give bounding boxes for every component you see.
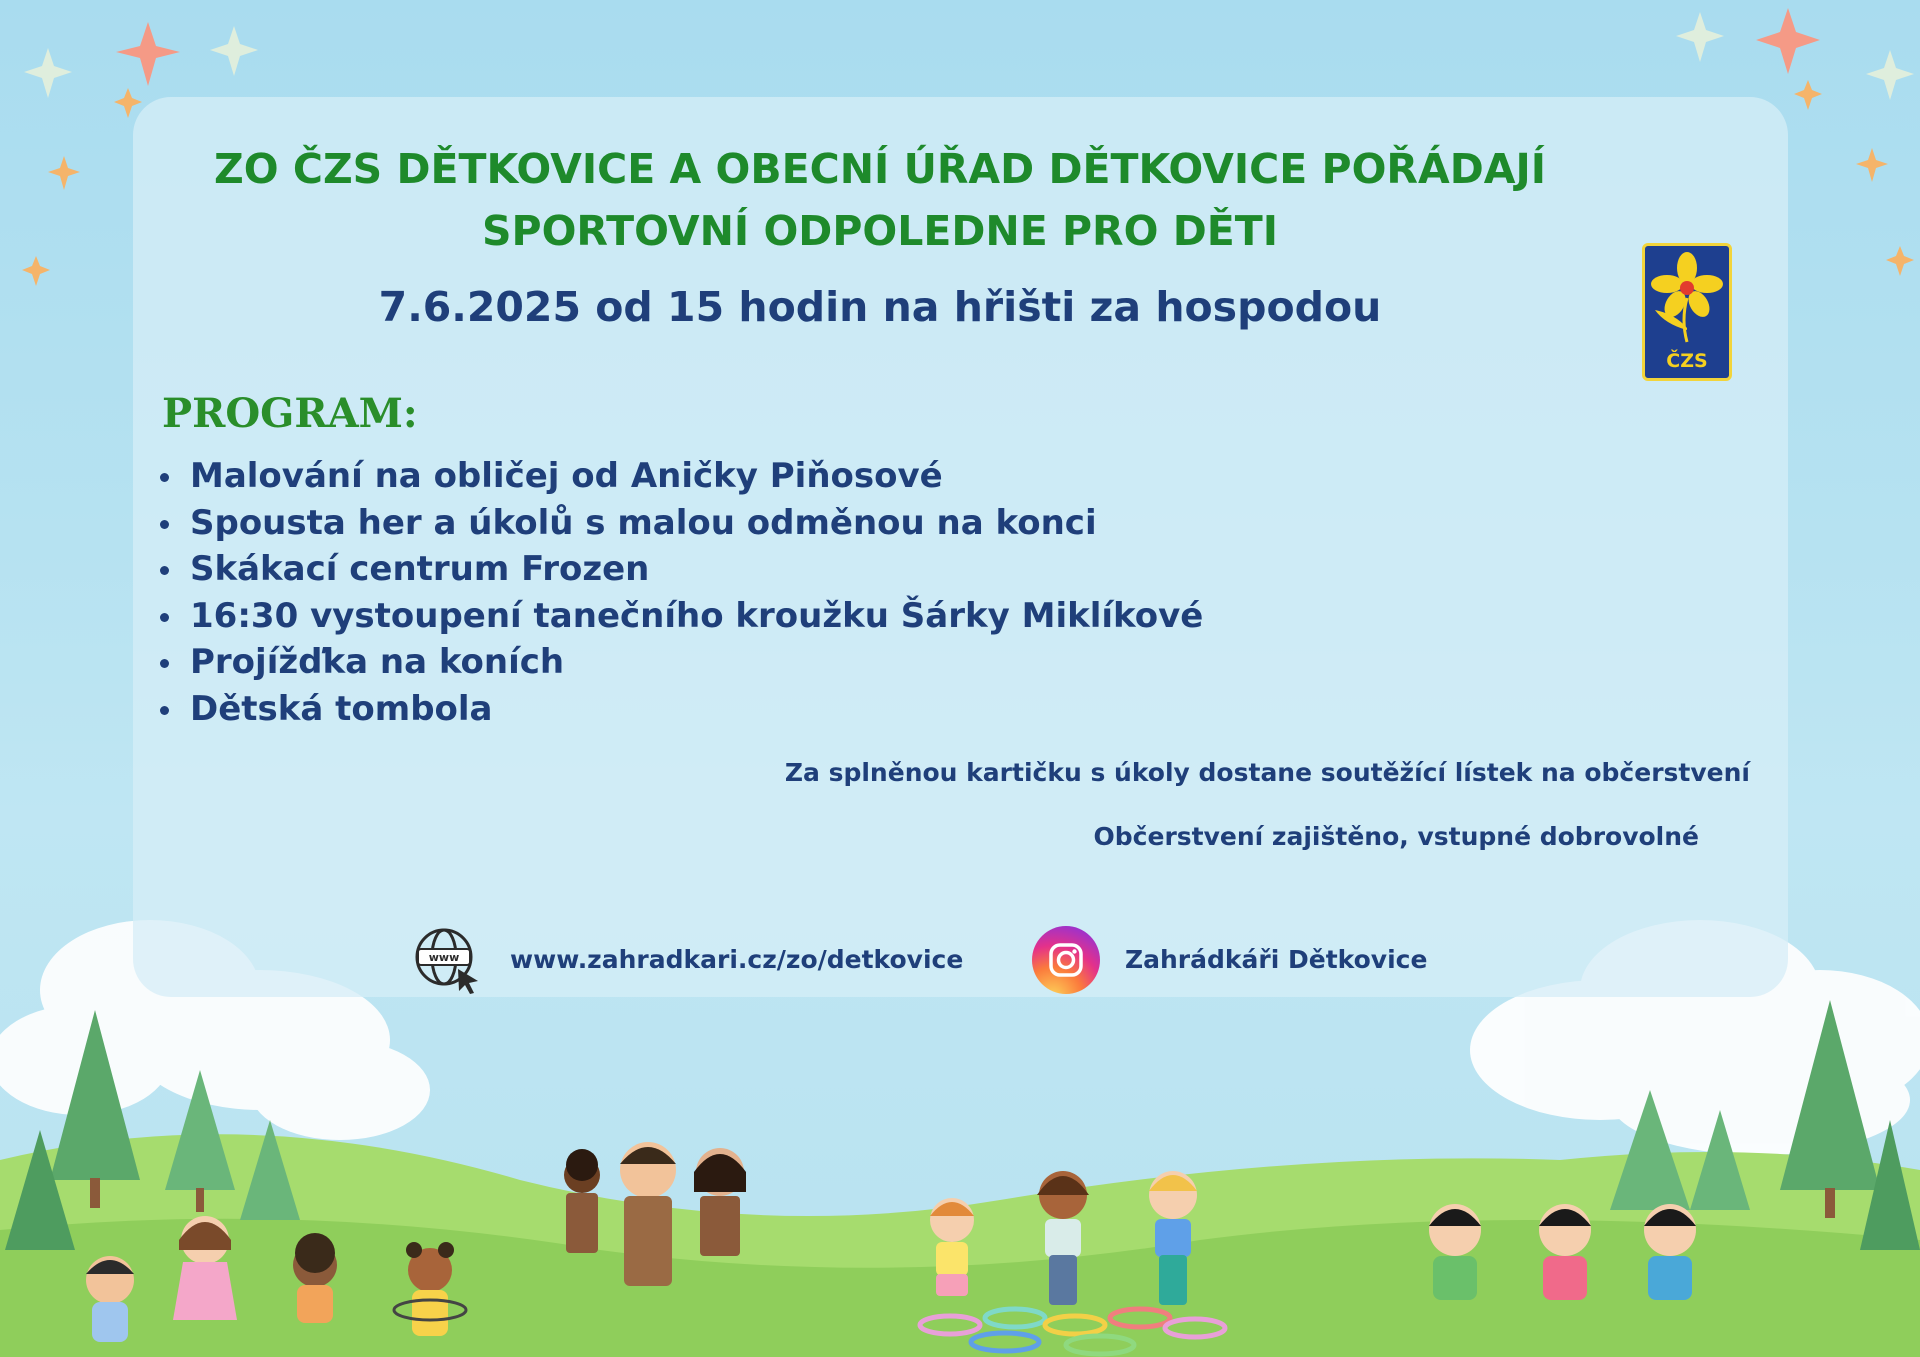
website-link[interactable]: www.zahradkari.cz/zo/detkovice [510,945,964,974]
instagram-icon[interactable] [1032,926,1100,994]
flower-icon [1645,250,1729,350]
instagram-link[interactable]: Zahrádkáři Dětkovice [1125,945,1428,974]
globe-www-icon [412,925,482,995]
program-item: 16:30 vystoupení tanečního kroužku Šárky Miklíkové [160,593,1203,640]
program-item: Skákací centrum Frozen [160,546,1203,593]
svg-text:www: www [428,951,460,964]
program-heading: PROGRAM: [162,390,418,437]
czs-logo [1642,243,1732,381]
refreshments-note: Občerstvení zajištěno, vstupné dobrovolné [1093,822,1699,851]
program-item: Projížďka na koních [160,639,1203,686]
card-reward-note: Za splněnou kartičku s úkoly dostane soutěžící lístek na občerstvení [784,758,1750,787]
program-list [160,453,1203,732]
logo-text: ČZS [1666,350,1708,372]
program-item: Spousta her a úkolů s malou odměnou na konci [160,500,1203,547]
program-item: Dětská tombola [160,686,1203,733]
instagram-glyph-icon [1032,926,1100,994]
page-title: ZO ČZS DĚTKOVICE A OBECNÍ ÚŘAD DĚTKOVICE POŘÁDAJÍ SPORTOVNÍ ODPOLEDNE PRO DĚTI [214,145,1546,255]
event-date-location: 7.6.2025 od 15 hodin na hřišti za hospodou [378,283,1382,331]
program-item: Malování na obličej od Aničky Piňosové [160,453,1203,500]
